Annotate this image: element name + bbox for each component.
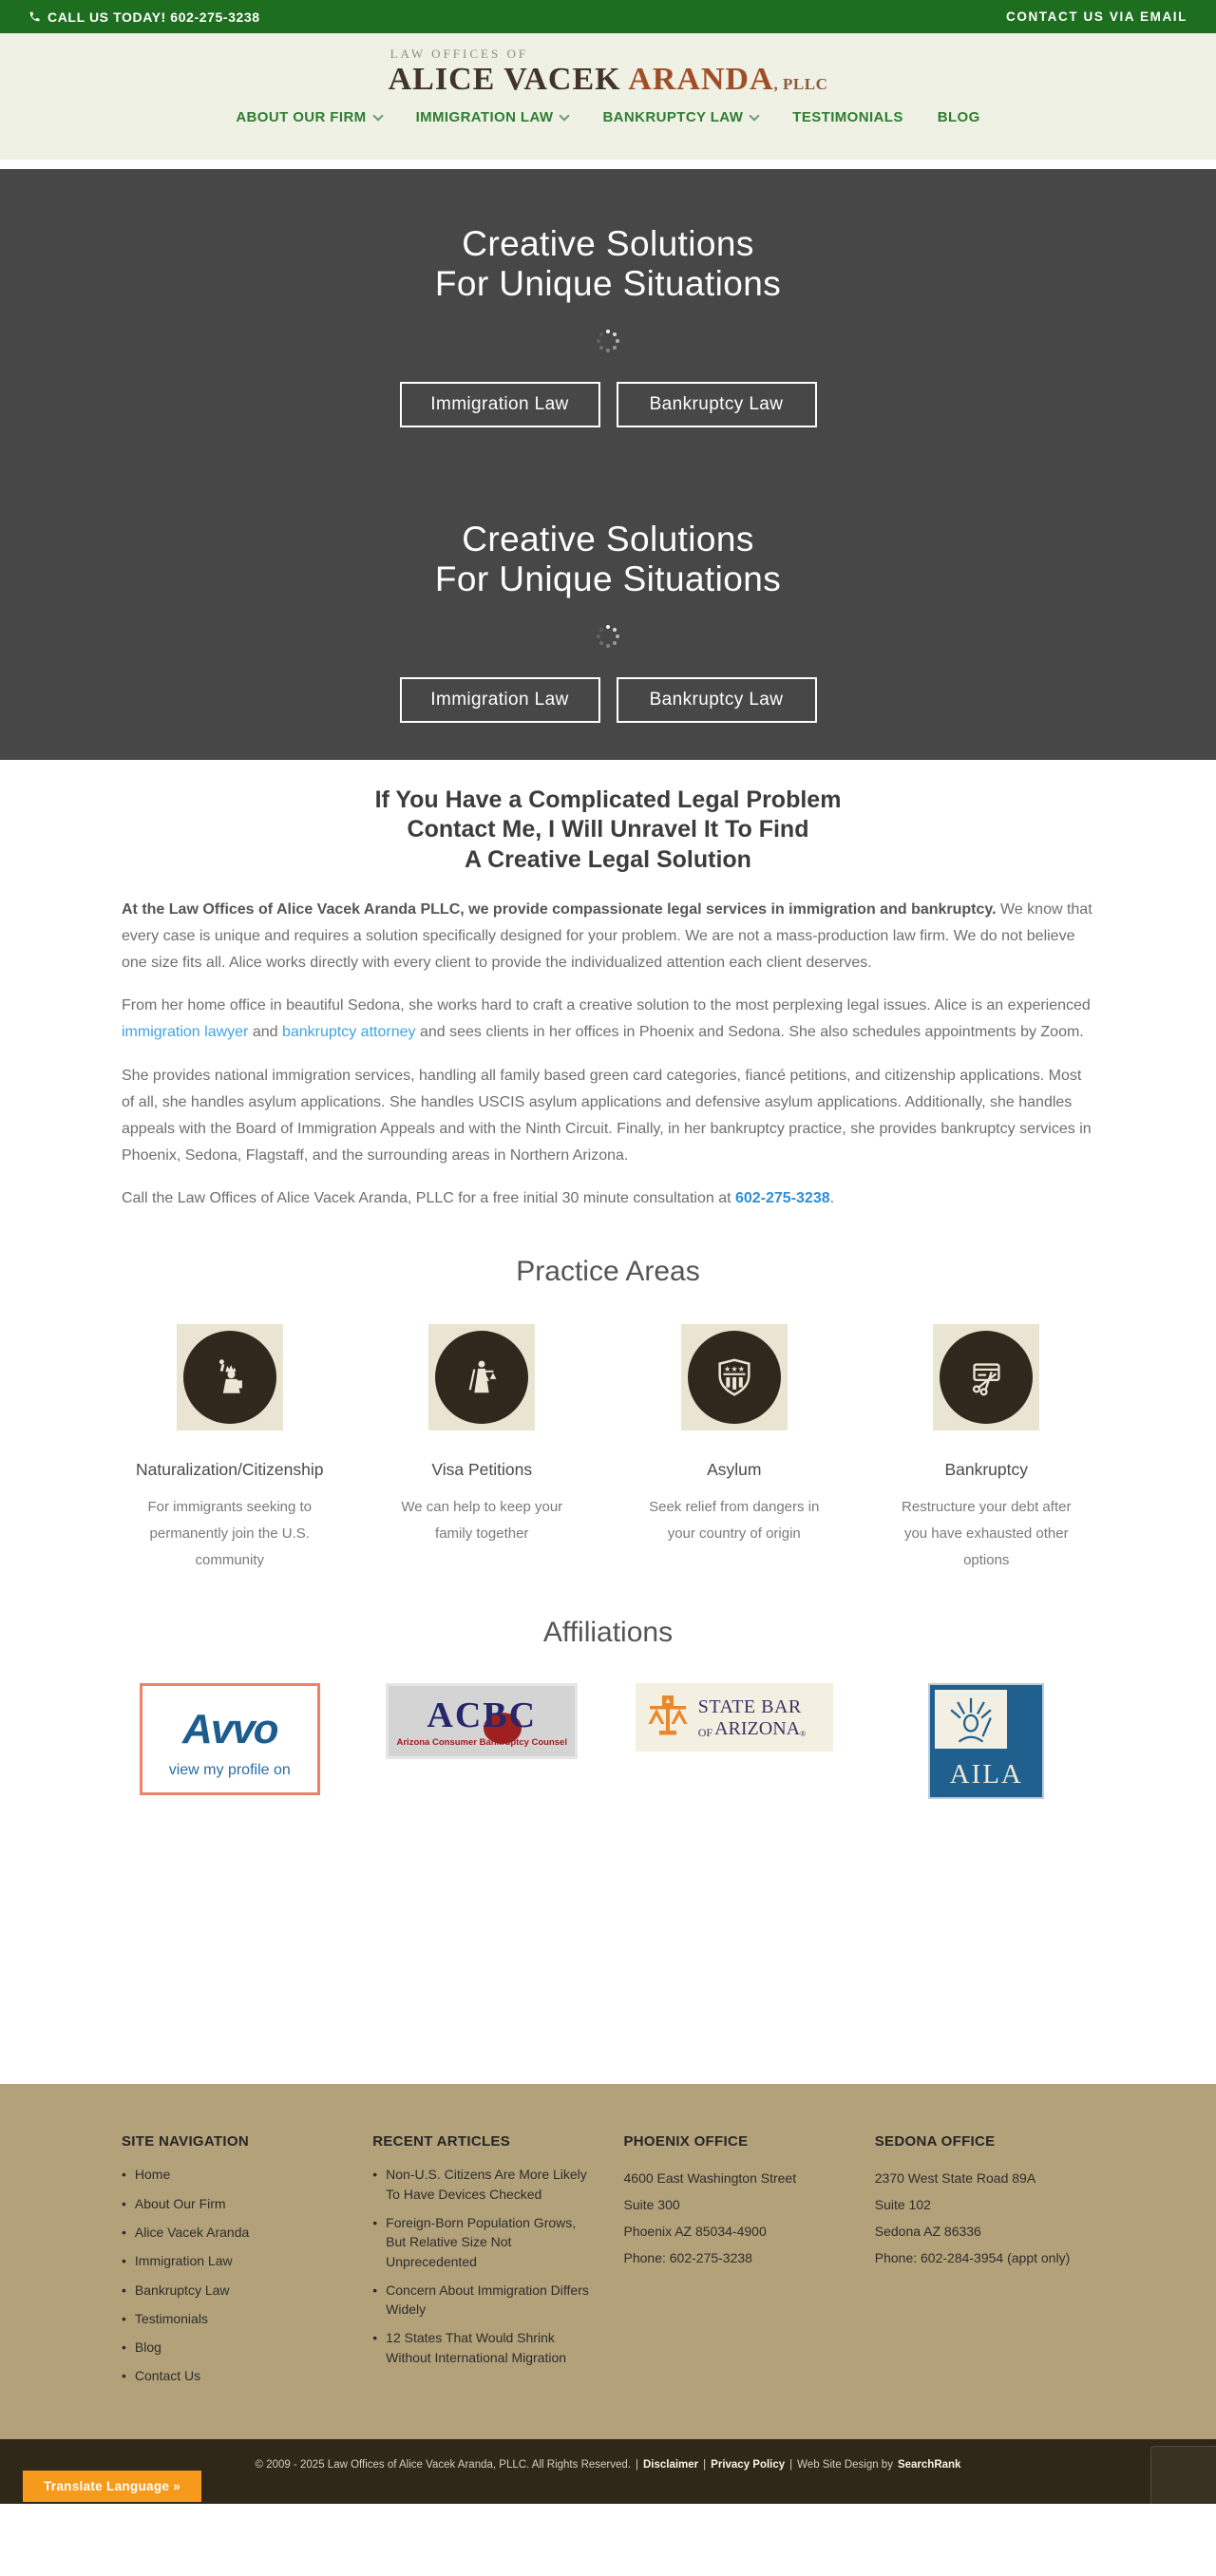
call-phone-link[interactable] — [28, 9, 260, 25]
address-line: 2370 West State Road 89A — [874, 2170, 1036, 2187]
logo-name-primary: ALICE VACEK — [388, 62, 621, 97]
intro-paragraph-2a: From her home office in beautiful Sedona, she works hard to craft a creative solution to the most perplexing legal issues. Alice is an experienced — [122, 997, 1091, 1014]
bullet-icon: • — [122, 2310, 126, 2326]
translate-language-button[interactable]: Translate Language » — [23, 2471, 201, 2502]
shield-stars-icon — [688, 1331, 781, 1424]
contact-email-link[interactable]: CONTACT US VIA EMAIL — [1006, 9, 1188, 24]
bullet-icon: • — [372, 2214, 378, 2230]
intro-lead: At the Law Offices of Alice Vacek Aranda PLLC, we provide compassionate legal services in immigration and bankruptcy. — [122, 900, 997, 918]
acbc-caption: Arizona Consumer Bankruptcy Counsel — [396, 1737, 567, 1749]
footer-nav-item — [122, 2251, 341, 2270]
affiliation-statebar-cell — [626, 1683, 843, 1799]
avvo-caption: view my profile on — [168, 1762, 291, 1779]
practice-card-description: We can help to keep your family together — [401, 1499, 563, 1542]
practice-areas-title: Practice Areas — [516, 1256, 700, 1288]
intro-paragraph-4b: . — [829, 1190, 835, 1207]
footer — [0, 2084, 1216, 2438]
nav-item-about-our-firm[interactable] — [236, 109, 381, 125]
address-line: Suite 102 — [874, 2197, 931, 2213]
phone-number-link[interactable]: 602-275-3238 — [734, 1190, 830, 1207]
bankruptcy-attorney-link[interactable]: bankruptcy attorney — [281, 1024, 416, 1041]
acbc-badge[interactable] — [386, 1683, 578, 1759]
page-title-line3: A Creative Legal Solution — [465, 845, 751, 873]
practice-card-bankruptcy[interactable] — [879, 1324, 1095, 1573]
hero-title — [435, 224, 781, 304]
immigration-law-button[interactable]: Immigration Law — [400, 382, 600, 427]
affiliation-avvo-cell — [122, 1683, 338, 1799]
state-bar-arizona-badge[interactable] — [636, 1683, 833, 1752]
footer-nav-item — [122, 2194, 341, 2213]
firm-logo[interactable] — [389, 47, 828, 96]
statebar-line1: STATE BAR — [697, 1695, 802, 1717]
intro-text — [122, 897, 1094, 1213]
site-header — [0, 33, 1216, 160]
hero-title — [435, 520, 781, 599]
hero-carousel — [0, 169, 1216, 760]
nav-label: ABOUT OUR FIRM — [236, 109, 367, 125]
icon-tile — [681, 1324, 788, 1430]
footer-article-link[interactable]: Foreign-Born Population Grows, But Relative Size Not Unprecedented — [386, 2214, 577, 2269]
scales-of-justice-icon — [643, 1693, 693, 1742]
aila-liberty-icon — [935, 1690, 1007, 1749]
svg-text:★★★: ★★★ — [723, 1364, 745, 1374]
footer-article-link[interactable]: Non-U.S. Citizens Are More Likely To Have Devices Checked — [386, 2167, 587, 2202]
practice-areas-grid — [122, 1324, 1094, 1573]
phone-icon — [28, 10, 41, 23]
practice-card-visa-petitions[interactable] — [374, 1324, 591, 1573]
intro-paragraph-4 — [122, 1185, 1094, 1212]
logo-tagline: LAW OFFICES OF — [390, 47, 529, 61]
chevron-down-icon — [750, 110, 760, 121]
hero-buttons — [400, 677, 817, 723]
practice-card-description: Restructure your debt after you have exhausted other options — [902, 1499, 1072, 1568]
chevron-down-icon — [372, 110, 383, 121]
footer-article-item — [372, 2281, 592, 2320]
footer-column-title: PHOENIX OFFICE — [623, 2133, 749, 2150]
hero-title-line1: Creative Solutions — [462, 224, 754, 263]
footer-column-title: SEDONA OFFICE — [874, 2133, 996, 2150]
intro-paragraph-3: She provides national immigration services, handling all family based green card categories, fiancé petitions, and citizenship applications. Most of all, she handles asylum applications. She handles USCIS asylum applications and defensive asylum applications. Additionally, she handles appeals with the Board of Immigration Appeals and with the Ninth Circuit. Finally, in her bankruptcy practice, she provides bankruptcy services in Phoenix, Sedona, Flagstaff, and the surrounding areas in Northern Arizona. — [122, 1067, 1092, 1164]
practice-card-title: Bankruptcy — [944, 1460, 1029, 1480]
footer-phoenix-office — [624, 2133, 844, 2395]
logo-suffix: , PLLC — [773, 75, 828, 93]
main-nav — [0, 109, 1216, 125]
bullet-icon: • — [122, 2253, 126, 2269]
nav-label: IMMIGRATION LAW — [415, 109, 554, 125]
statebar-line2 — [698, 1719, 806, 1738]
nav-label: TESTIMONIALS — [792, 109, 903, 125]
statebar-arizona: ARIZONA — [714, 1717, 801, 1739]
avvo-logo: Avvo — [181, 1706, 277, 1753]
footer-link-testimonials[interactable]: Testimonials — [134, 2310, 208, 2326]
affiliations-title: Affiliations — [542, 1617, 674, 1649]
top-utility-bar — [0, 0, 1216, 33]
separator: | — [635, 2458, 638, 2471]
aila-badge[interactable] — [928, 1683, 1044, 1799]
bullet-icon: • — [372, 2330, 378, 2346]
cut-credit-card-icon — [940, 1331, 1033, 1424]
footer-nav-item — [122, 2165, 341, 2184]
page-title-line2: Contact Me, I Will Unravel It To Find — [407, 816, 809, 843]
aila-wordmark: AILA — [949, 1759, 1023, 1790]
copyright-text: © 2009 - 2025 Law Offices of Alice Vacek Aranda, PLLC. All Rights Reserved. — [255, 2458, 631, 2471]
bullet-icon: • — [122, 2195, 126, 2211]
bullet-icon: • — [122, 2282, 126, 2298]
logo-name — [389, 64, 828, 96]
statebar-wordmark — [698, 1697, 806, 1738]
practice-card-asylum[interactable] — [626, 1324, 843, 1573]
hero-buttons — [400, 382, 817, 427]
nav-label: BANKRUPTCY LAW — [602, 109, 744, 125]
hero-slide-1 — [0, 169, 1216, 464]
footer-recent-articles — [372, 2133, 592, 2395]
phone-line: Phone: 602-284-3954 (appt only) — [874, 2250, 1071, 2266]
intro-paragraph-2 — [122, 993, 1094, 1046]
footer-nav-item — [122, 2281, 341, 2300]
address-line: Phoenix AZ 85034-4900 — [623, 2224, 767, 2240]
footer-link-bankruptcy-law[interactable]: Bankruptcy Law — [134, 2282, 230, 2298]
footer-link-home[interactable]: Home — [134, 2167, 171, 2183]
footer-link-blog[interactable]: Blog — [134, 2339, 162, 2356]
nav-item-testimonials[interactable] — [792, 109, 902, 125]
affiliations-grid — [122, 1683, 1094, 1799]
statebar-of: OF — [697, 1725, 713, 1739]
bottom-right-panel — [1150, 2446, 1216, 2504]
footer-link-about-our-firm[interactable]: About Our Firm — [134, 2195, 226, 2211]
footer-column-title: SITE NAVIGATION — [122, 2133, 249, 2150]
bankruptcy-law-button[interactable]: Bankruptcy Law — [617, 382, 817, 427]
separator: | — [789, 2458, 793, 2471]
lady-justice-icon — [435, 1331, 528, 1424]
disclaimer-link[interactable]: Disclaimer — [642, 2458, 699, 2471]
immigration-law-button[interactable]: Immigration Law — [400, 677, 600, 723]
footer-nav-item — [122, 2338, 341, 2357]
practice-card-description: For immigrants seeking to permanently join the U.S. community — [147, 1499, 313, 1568]
header-divider — [0, 160, 1216, 169]
intro-paragraph-1-rest: We know that every case is unique and requires a solution specifically designed for your problem. We are not a mass-production law firm. We do not believe one size fits all. Alice works directly with every client to provide the individualized attention each client deserves. — [122, 900, 1092, 972]
logo-name-accent: ARANDA — [628, 62, 774, 97]
intro-paragraph-4a: Call the Law Offices of Alice Vacek Aranda, PLLC for a free initial 30 minute consultation at — [122, 1190, 735, 1207]
main-content — [0, 760, 1216, 2084]
footer-articles-list — [372, 2165, 592, 2367]
footer-article-link[interactable]: 12 States That Would Shrink Without International Migration — [386, 2330, 567, 2365]
bankruptcy-law-button[interactable]: Bankruptcy Law — [617, 677, 817, 723]
page-title — [0, 786, 1216, 875]
affiliation-acbc-cell — [374, 1683, 591, 1799]
footer-article-link[interactable]: Concern About Immigration Differs Widely — [386, 2282, 589, 2318]
registered-mark: ® — [800, 1729, 807, 1738]
privacy-policy-link[interactable]: Privacy Policy — [711, 2458, 786, 2471]
footer-link-immigration-law[interactable]: Immigration Law — [134, 2253, 233, 2269]
practice-card-description: Seek relief from dangers in your country of origin — [649, 1499, 820, 1542]
immigration-lawyer-link[interactable]: immigration lawyer — [122, 1024, 249, 1041]
loading-spinner-icon — [606, 624, 610, 649]
chevron-down-icon — [560, 110, 570, 121]
icon-tile — [933, 1324, 1039, 1430]
address-line: Sedona AZ 86336 — [874, 2224, 981, 2240]
nav-item-bankruptcy-law[interactable] — [602, 109, 758, 125]
bullet-icon: • — [372, 2167, 378, 2183]
statue-of-liberty-icon — [183, 1331, 276, 1424]
bullet-icon: • — [122, 2339, 126, 2356]
practice-card-title: Asylum — [707, 1460, 762, 1480]
address-line: 4600 East Washington Street — [623, 2170, 797, 2187]
footer-link-alice-vacek-aranda[interactable]: Alice Vacek Aranda — [134, 2224, 250, 2240]
icon-tile — [428, 1324, 535, 1430]
footer-nav-list — [122, 2165, 341, 2385]
bullet-icon: • — [122, 2224, 126, 2240]
icon-tile — [177, 1324, 283, 1430]
phoenix-address — [624, 2165, 844, 2271]
phone-line: Phone: 602-275-3238 — [623, 2250, 752, 2266]
address-line: Suite 300 — [623, 2197, 680, 2213]
design-credit-text: Web Site Design by — [797, 2458, 893, 2471]
loading-spinner-icon — [606, 329, 610, 353]
bullet-icon: • — [372, 2282, 378, 2298]
nav-item-immigration-law[interactable] — [416, 109, 569, 125]
call-label: CALL US TODAY! 602-275-3238 — [48, 9, 260, 25]
page-title-line1: If You Have a Complicated Legal Problem — [374, 786, 842, 813]
intro-paragraph-1 — [122, 897, 1094, 976]
separator: | — [703, 2458, 707, 2471]
footer-article-item — [372, 2165, 592, 2204]
acbc-initials: ACBC — [427, 1695, 538, 1736]
footer-nav-item — [122, 2366, 341, 2385]
hero-title-line2: For Unique Situations — [434, 264, 782, 304]
avvo-badge[interactable] — [140, 1683, 320, 1795]
nav-item-blog[interactable] — [938, 109, 980, 125]
hero-slide-2 — [0, 464, 1216, 760]
intro-paragraph-2c: and sees clients in her offices in Phoenix and Sedona. She also schedules appointments by Zoom. — [415, 1024, 1084, 1041]
sedona-address — [875, 2165, 1094, 2271]
affiliation-aila-cell — [879, 1683, 1095, 1799]
footer-nav-item — [122, 2309, 341, 2328]
hero-title-line1: Creative Solutions — [462, 520, 754, 559]
footer-link-contact-us[interactable]: Contact Us — [134, 2368, 201, 2384]
footer-article-item — [372, 2328, 592, 2367]
footer-nav-item — [122, 2223, 341, 2242]
footer-sedona-office — [875, 2133, 1094, 2395]
bullet-icon: • — [122, 2167, 126, 2183]
hero-title-line2: For Unique Situations — [434, 559, 782, 599]
practice-card-title: Naturalization/Citizenship — [136, 1460, 324, 1480]
footer-column-title: RECENT ARTICLES — [372, 2133, 511, 2150]
footer-article-item — [372, 2213, 592, 2271]
searchrank-link[interactable]: SearchRank — [897, 2458, 961, 2471]
practice-card-naturalization[interactable] — [122, 1324, 338, 1573]
nav-label: BLOG — [937, 109, 980, 125]
intro-paragraph-2b: and — [248, 1024, 282, 1041]
bullet-icon: • — [122, 2368, 126, 2384]
practice-card-title: Visa Petitions — [431, 1460, 533, 1480]
footer-site-navigation — [122, 2133, 341, 2395]
